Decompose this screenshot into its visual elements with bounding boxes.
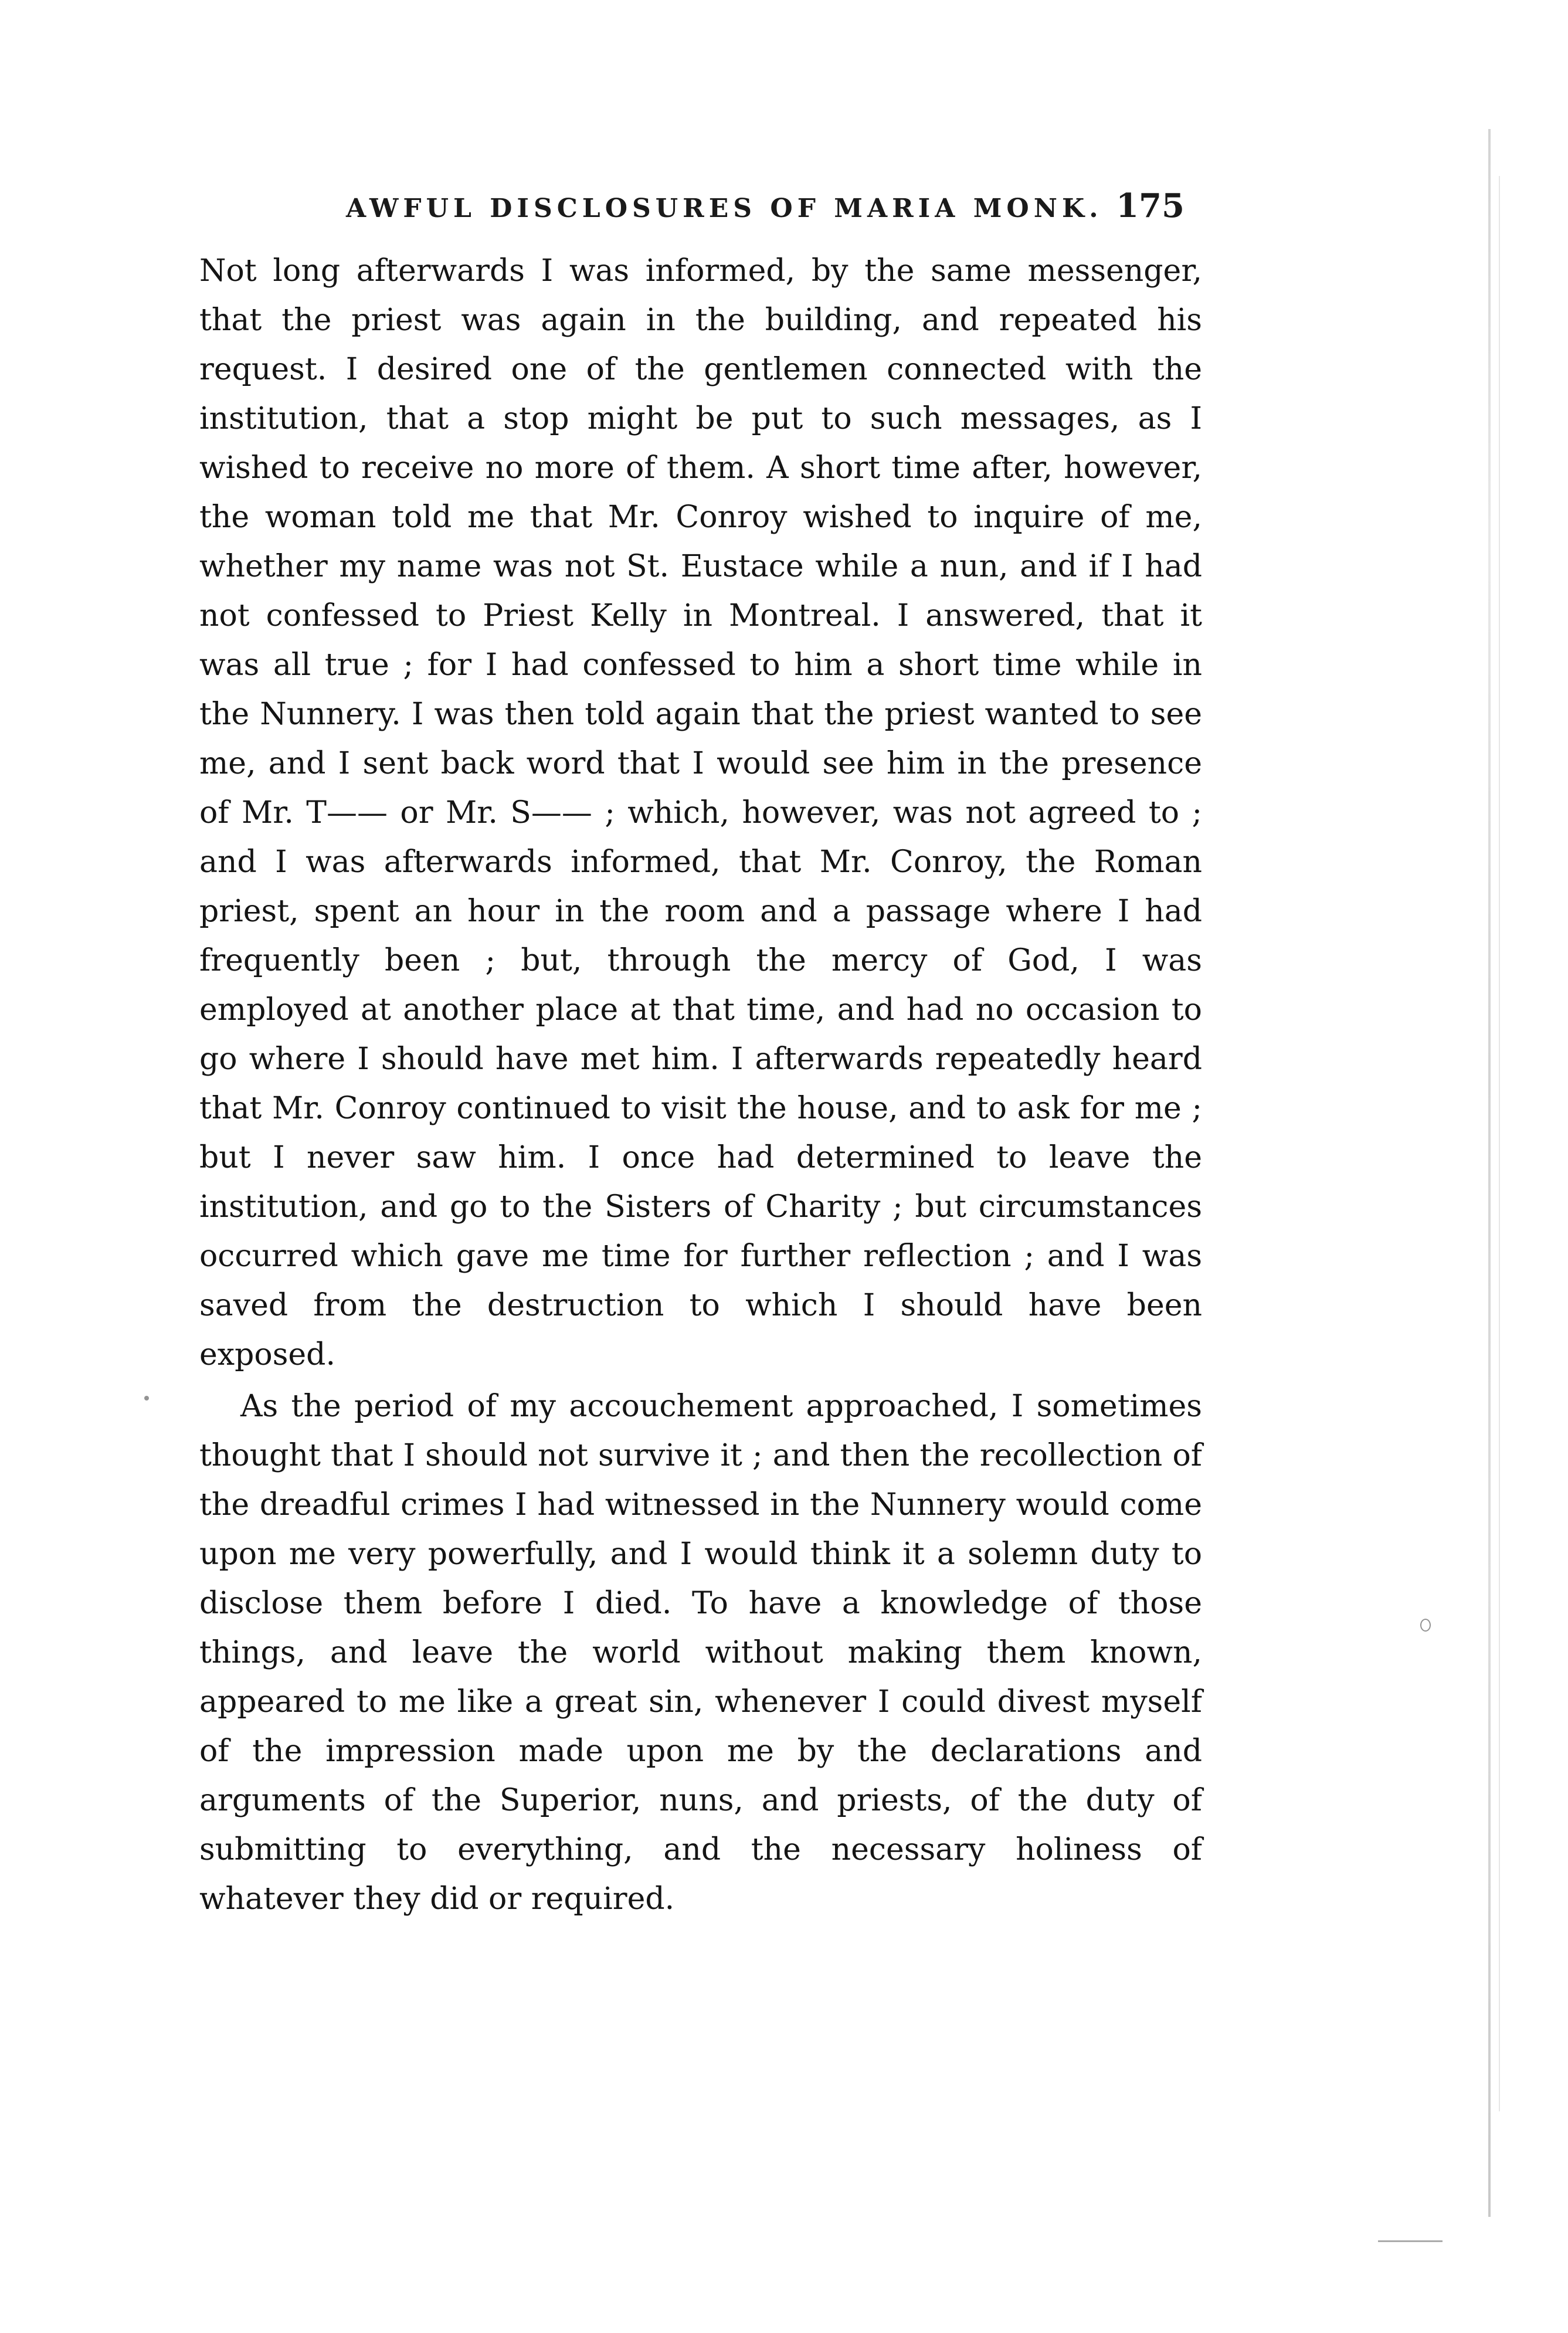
running-header (346, 186, 1185, 228)
page-edge-shadow-secondary (1499, 176, 1500, 2111)
page-edge-shadow (1488, 129, 1491, 2217)
page-number: 175 (1116, 186, 1185, 225)
paragraph-1: Not long afterwards I was informed, by the same messenger, that the priest was again in the building, and repeated his request. I desired one of the gentlemen connected with the institution, that a stop might be put to such messages, as I wished to receive no more of them. A short time after, however, the woman told me that Mr. Conroy wished to inquire of me, whether my name was not St. Eustace while a nun, and if I had not confessed to Priest Kelly in Montreal. I answered, that it was all true ; for I had confessed to him a short time while in the Nunnery. I was then told again that the priest wanted to see me, and I sent back word that I would see him in the presence of Mr. T—— or Mr. S—— ; which, however, was not agreed to ; and I was afterwards informed, that Mr. Conroy, the Roman priest, spent an hour in the room and a passage where I had frequently been ; but, through the mercy of God, I was employed at another place at that time, and had no occasion to go where I should have met him. I afterwards repeatedly heard that Mr. Conroy continued to visit the house, and to ask for me ; but I never saw him. I once had determined to leave the institution, and go to the Sisters of Charity ; but circumstances occurred which gave me time for further reflection ; and I was saved from the destruction to which I should have been exposed. (199, 253, 1202, 1372)
margin-smudge-mark (1420, 1619, 1431, 1632)
margin-dot-mark (144, 1396, 149, 1401)
running-title: AWFUL DISCLOSURES OF MARIA MONK. (346, 194, 1103, 223)
body-text (199, 246, 1202, 1924)
paragraph-2: As the period of my accouchement approached, I sometimes thought that I should not survive it ; and then the recollection of the dreadful crimes I had witnessed in the Nunnery would come upon me very powerfully, and I would think it a solemn duty to disclose them before I died. To have a knowledge of those things, and leave the world without making them known, appeared to me like a great sin, whenever I could divest myself of the impression made upon me by the declarations and arguments of the Superior, nuns, and priests, of the duty of submitting to everything, and the necessary holiness of whatever they did or required. (199, 1389, 1202, 1917)
bottom-edge-mark (1378, 2240, 1443, 2242)
